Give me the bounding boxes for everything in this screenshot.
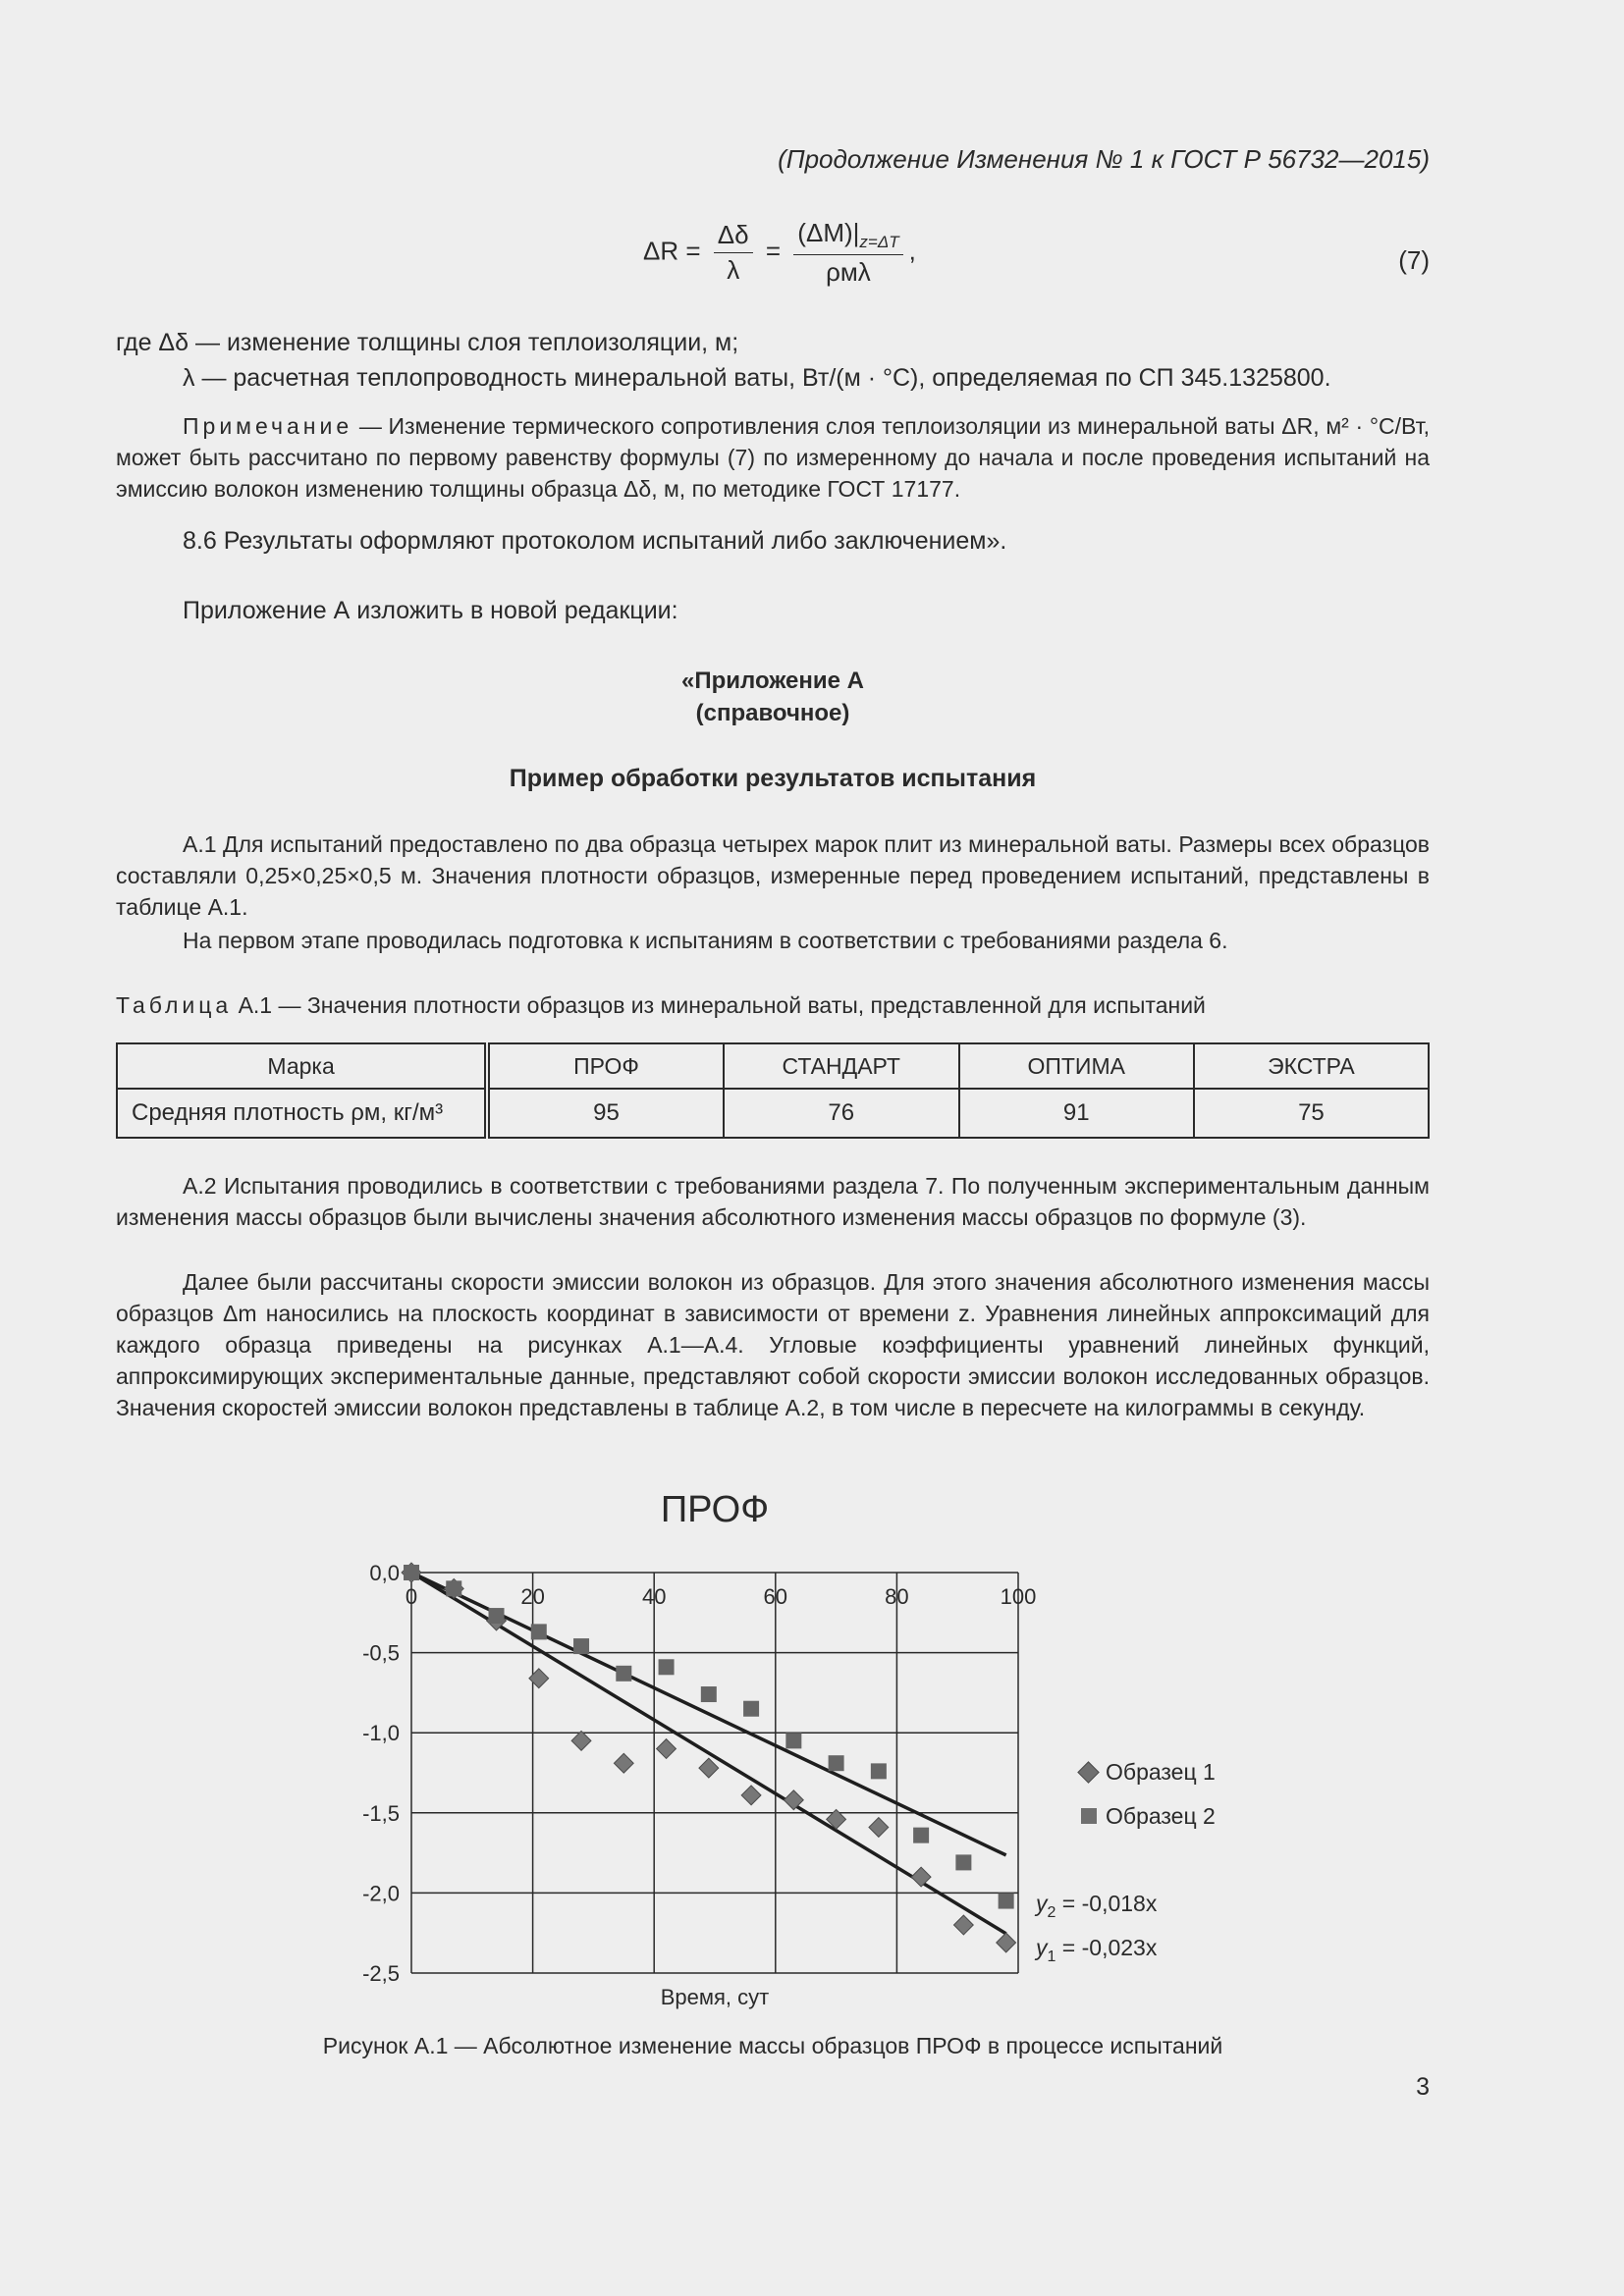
chart-x-label: Время, сут [660, 1985, 770, 2009]
chart-point-sample-2 [659, 1659, 675, 1675]
chart-y-tick-label: 0,0 [369, 1561, 400, 1585]
formula-number: (7) [1398, 245, 1430, 275]
chart-x-tick-label: 0 [405, 1584, 418, 1609]
table-cell: 76 [724, 1089, 959, 1138]
chart-y-tick-label: -1,0 [362, 1721, 400, 1746]
table-header-cell: ОПТИМА [959, 1043, 1194, 1089]
formula-fraction-2: $\frac{(\Delta M)|_{z=\Delta T}}{\text{ρмλ}}$ [793, 218, 902, 288]
running-header: (Продолжение Изменения № 1 к ГОСТ Р 56732—2015) [778, 144, 1430, 174]
legend-label-2: Образец 2 [1106, 1803, 1216, 1829]
chart-x-tick-label: 100 [1000, 1584, 1037, 1609]
paragraph-a2-2: Далее были рассчитаны скорости эмиссии волокон из образцов. Для этого значения абсолютного изменения массы образцов Δm наносились на плоскость координат в зависимости от времени z. Уравнения линейных аппроксимаций для каждого образца приведены на рисунках А.1—А.4. Угловые коэффициенты уравнений линейных функций, аппроксимирующих экспериментальные данные, представляют собой скорости эмиссии волокон исследованных образцов. Значения скоростей эмиссии волокон представлены в таблице А.2, в том числе в пересчете на килограммы в секунду. [116, 1269, 1430, 1420]
paragraph-a2: А.2 Испытания проводились в соответствии с требованиями раздела 7. По полученным экспериментальным данным изменения массы образцов были вычислены значения абсолютного изменения массы образцов по формуле (3). [116, 1173, 1430, 1230]
chart-y-tick-label: -2,5 [362, 1961, 400, 1986]
chart-point-sample-2 [999, 1894, 1014, 1909]
chart-point-sample-2 [701, 1686, 717, 1702]
table-header-row [117, 1043, 1429, 1089]
chart-legend [1078, 1759, 1216, 1829]
chart-point-sample-1 [741, 1786, 761, 1805]
chart-point-sample-2 [446, 1580, 461, 1596]
figure-caption: Рисунок А.1 — Абсолютное изменение массы образцов ПРОФ в процессе испытаний [322, 2033, 1223, 2058]
paragraph-8-6: 8.6 Результаты оформляют протоколом испытаний либо заключением». [183, 527, 1007, 555]
chart-x-tick-label: 80 [885, 1584, 909, 1609]
chart-point-sample-1 [911, 1867, 931, 1887]
where-line-2: λ — расчетная теплопроводность минеральной ваты, Вт/(м · °С), определяемая по СП 345.1325800. [183, 364, 1331, 392]
table-header-cell: СТАНДАРТ [724, 1043, 959, 1089]
formula-7: ΔR = $\frac{\Delta\delta}{\lambda}$ = $\frac{(\Delta M)|_{z=\Delta T}}{\text{ρмλ}}$ , [643, 218, 916, 288]
chart-grid [411, 1573, 1018, 1973]
chart-y-tick-label: -2,0 [362, 1881, 400, 1906]
chart-point-sample-2 [531, 1624, 547, 1639]
legend-label-1: Образец 1 [1106, 1759, 1216, 1785]
trendline-label-1: $y_1 = -0,023x$ [1036, 1935, 1158, 1965]
chart-point-sample-1 [571, 1731, 591, 1750]
paragraph-a1-2: На первом этапе проводилась подготовка к испытаниям в соответствии с требованиями раздела 6. [183, 928, 1228, 953]
chart-point-sample-1 [997, 1933, 1016, 1952]
chart-points [402, 1563, 1015, 1952]
table-cell: 95 [487, 1089, 724, 1138]
density-table [116, 1042, 1430, 1139]
appendix-heading: Пример обработки результатов испытания [509, 765, 1037, 792]
chart-title: ПРОФ [660, 1489, 770, 1530]
table-cell: 91 [959, 1089, 1194, 1138]
chart-point-sample-2 [785, 1733, 801, 1748]
table-cell: 75 [1194, 1089, 1429, 1138]
chart-point-sample-2 [871, 1763, 887, 1779]
chart-point-sample-2 [913, 1828, 929, 1843]
chart-point-sample-2 [404, 1565, 419, 1580]
chart-point-sample-2 [955, 1854, 971, 1870]
table-row-label: Средняя плотность ρм, кг/м³ [117, 1089, 487, 1138]
paragraph-a1: А.1 Для испытаний предоставлено по два образца четырех марок плит из минеральной ваты. Размеры всех образцов составляли 0,25×0,25×0,5 м. Значения плотности образцов, измеренные перед проведением испытаний, представлены в таблице А.1. [116, 831, 1430, 920]
chart-y-tick-label: -1,5 [362, 1800, 400, 1826]
formula-lhs: ΔR = [643, 236, 701, 266]
chart-x-tick-label: 20 [520, 1584, 545, 1609]
chart-point-sample-1 [699, 1758, 719, 1778]
table-header-cell: ЭКСТРА [1194, 1043, 1429, 1089]
appendix-subtitle: (справочное) [695, 700, 850, 726]
table-caption: Таблица А.1 — Значения плотности образцов из минеральной ваты, представленной для испытаний [116, 992, 1206, 1018]
chart-axes [362, 1561, 1036, 1986]
chart-prof [0, 1472, 1624, 2022]
chart-point-sample-1 [869, 1818, 889, 1838]
legend-square-marker [1081, 1808, 1097, 1824]
table-header-cell: Марка [117, 1043, 487, 1089]
chart-point-sample-2 [616, 1666, 631, 1682]
chart-x-tick-label: 60 [763, 1584, 788, 1609]
appendix-title: «Приложение А [681, 667, 864, 694]
trendline-label-2: $y_2 = -0,018x$ [1036, 1891, 1158, 1921]
chart-point-sample-2 [573, 1638, 589, 1654]
chart-point-sample-2 [489, 1608, 505, 1624]
appendix-instruction: Приложение А изложить в новой редакции: [183, 597, 678, 624]
page-number: 3 [1416, 2073, 1430, 2101]
formula-fraction-1: $\frac{\Delta\delta}{\lambda}$ [714, 220, 753, 286]
legend-diamond-marker [1078, 1762, 1099, 1783]
chart-point-sample-2 [829, 1755, 844, 1771]
note-paragraph: Примечание — Изменение термического сопротивления слоя теплоизоляции из минеральной ваты ΔR, м² · °С/Вт, может быть рассчитано по первому равенству формулы (7) по измеренному до начала и после проведения испытаний на эмиссию волокон изменению толщины образца Δδ, м, по методике ГОСТ 17177. [116, 413, 1430, 502]
chart-point-sample-1 [614, 1753, 633, 1773]
chart-point-sample-1 [657, 1739, 677, 1759]
where-line-1: где Δδ — изменение толщины слоя теплоизоляции, м; [116, 329, 739, 356]
chart-y-tick-label: -0,5 [362, 1640, 400, 1666]
table-row [117, 1089, 1429, 1138]
chart-x-tick-label: 40 [641, 1584, 667, 1609]
chart-point-sample-2 [743, 1701, 759, 1717]
chart-point-sample-1 [953, 1915, 973, 1935]
table-header-cell: ПРОФ [487, 1043, 724, 1089]
